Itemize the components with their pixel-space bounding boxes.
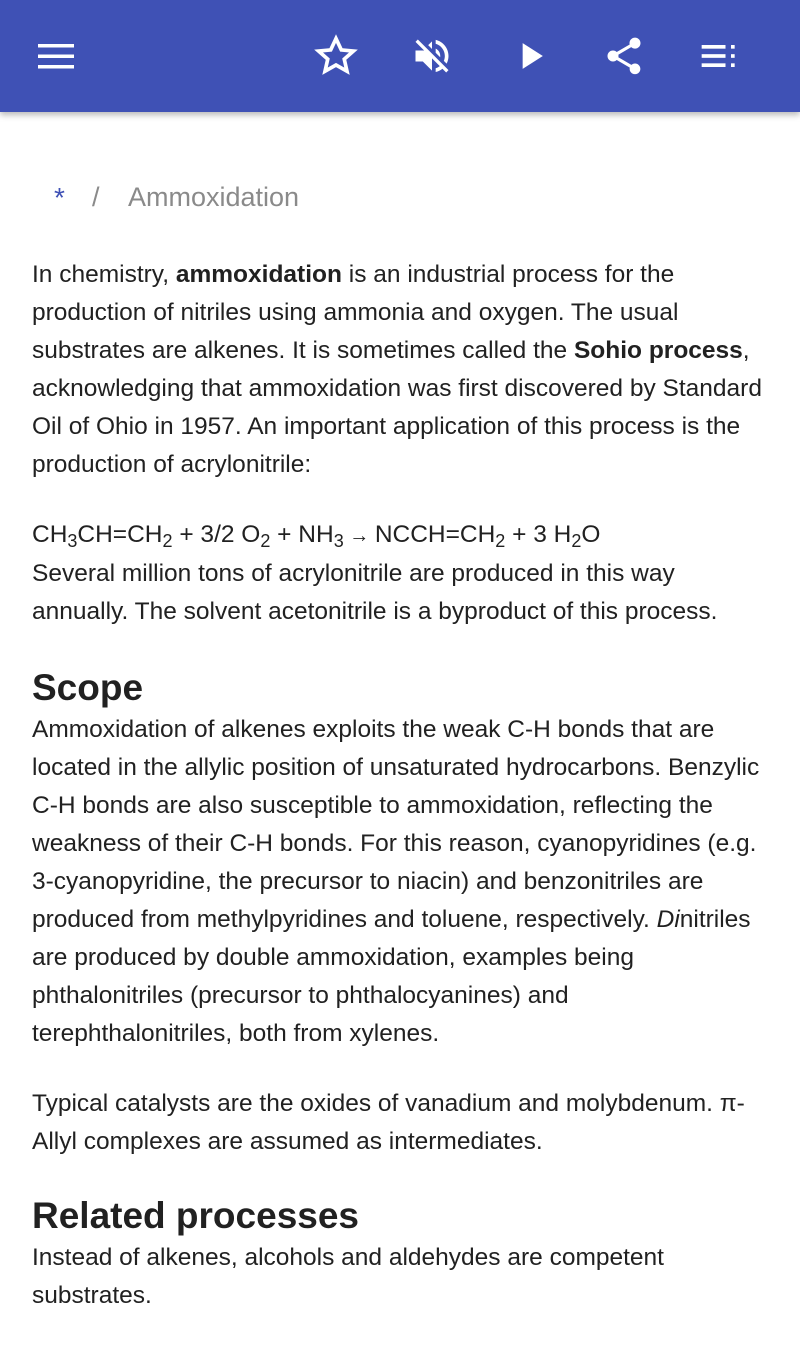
intro-paragraph (32, 256, 768, 484)
intro-text: , acknowledging that ammoxidation was first discovered by Standard Oil of Ohio in 1957. An important application of this process is the production of acrylonitrile: (32, 337, 762, 478)
share-icon (602, 34, 646, 78)
article-content[interactable] (32, 112, 768, 1309)
section-heading-scope: Scope (32, 667, 144, 708)
intro-text: In chemistry, (32, 261, 176, 288)
menu-icon (36, 36, 76, 76)
favorite-button[interactable] (308, 28, 364, 84)
star-outline-icon (314, 34, 358, 78)
article-body (32, 256, 768, 1347)
breadcrumb-separator: / (92, 182, 100, 212)
volume-off-icon (410, 34, 454, 78)
related-paragraph: Instead of alkenes, alcohols and aldehydes are competent substrates. (32, 1244, 664, 1309)
share-button[interactable] (596, 28, 652, 84)
contents-button[interactable] (692, 28, 748, 84)
formula-followup-text: Several million tons of acrylonitrile are produced in this way annually. The solvent acetonitrile is a byproduct of this process. (32, 560, 718, 625)
intro-text: is an industrial process for the production of nitriles using ammonia and oxygen. The usual substrates are alkenes. It is sometimes called the (32, 261, 679, 364)
mute-button[interactable] (404, 28, 460, 84)
breadcrumb-current: Ammoxidation (128, 182, 300, 212)
app-toolbar (0, 0, 800, 112)
formula-paragraph (32, 516, 768, 631)
term-sohio-process: Sohio process (573, 337, 743, 364)
section-heading-related-processes: Related processes (32, 1195, 360, 1236)
playlist-icon (698, 34, 742, 78)
menu-button[interactable] (28, 28, 84, 84)
term-ammoxidation: ammoxidation (175, 261, 342, 288)
play-icon (508, 34, 552, 78)
breadcrumb-home-link[interactable]: * (54, 182, 65, 213)
play-button[interactable] (502, 28, 558, 84)
chemical-equation: $CH_3CH=CH_2 + 3/2$ $O_2 + NH_3$ → $NCCH=CH_2 + 3$ $H_2O$ (32, 521, 601, 551)
catalysts-paragraph: Typical catalysts are the oxides of vanadium and molybdenum. π-Allyl complexes are assumed as intermediates. (32, 1090, 745, 1155)
scope-paragraph: Ammoxidation of alkenes exploits the weak C-H bonds that are located in the allylic position of unsaturated hydrocarbons. Benzylic C-H bonds are also susceptible to ammoxidation, reflecting the weakness of their C-H bonds. For this reason, cyanopyridines (e.g. 3-cyanopyridine, the precursor to niacin) and benzonitriles are produced from methylpyridines and toluene, respectively. Dinitriles are produced by double ammoxidation, examples being phthalonitriles (precursor to phthalocyanines) and terephthalonitriles, both from xylenes. (32, 716, 760, 1047)
